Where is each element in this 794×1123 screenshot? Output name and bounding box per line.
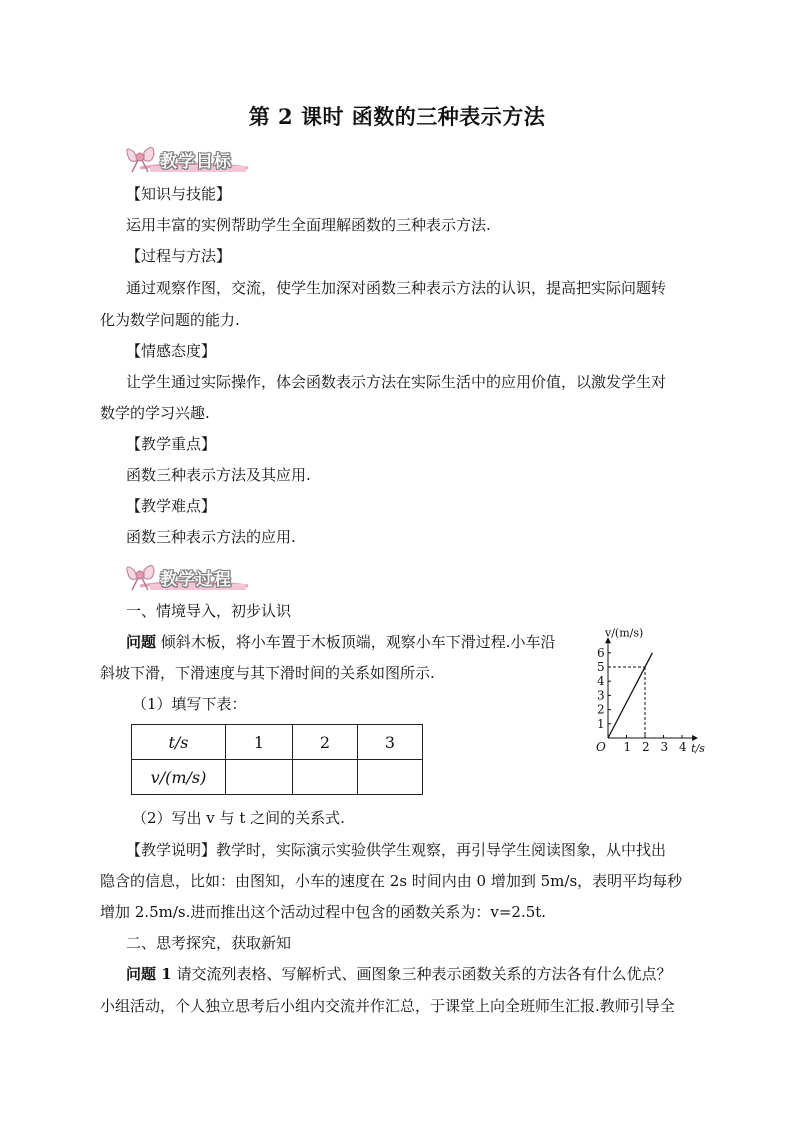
table-col-3: 3 bbox=[358, 725, 423, 760]
knowledge-text: 运用丰富的实例帮助学生全面理解函数的三种表示方法. bbox=[126, 216, 491, 234]
section-banner-objectives bbox=[120, 142, 250, 176]
section2-title: 二、思考探究，获取新知 bbox=[126, 934, 292, 952]
series-line bbox=[608, 653, 652, 738]
note-text: 教学时，实际演示实验供学生观察，再引导学生阅读图象，从中找出 bbox=[216, 841, 667, 859]
process-text-line2: 化为数学问题的能力. bbox=[100, 311, 240, 329]
note-line1 bbox=[126, 840, 666, 860]
banner-label: 教学目标 bbox=[160, 152, 232, 172]
table-cell[interactable] bbox=[293, 760, 358, 795]
process-heading: 【过程与方法】 bbox=[126, 247, 232, 265]
difficulty-heading: 【教学难点】 bbox=[126, 497, 217, 515]
table-col-1: 1 bbox=[226, 725, 293, 760]
note-line2: 隐含的信息，比如：由图知，小车的速度在 2s 时间内由 0 增加到 5m/s，表明平均每秒 bbox=[100, 872, 683, 890]
problem1-line bbox=[126, 964, 671, 984]
note-line3: 增加 2.5m/s.进而推出这个活动过程中包含的函数关系为：v=2.5t. bbox=[100, 903, 547, 921]
table-col-2: 2 bbox=[293, 725, 358, 760]
knowledge-heading: 【知识与技能】 bbox=[126, 185, 232, 203]
activity-text: 小组活动，个人独立思考后小组内交流并作汇总，于课堂上向全班师生汇报.教师引导全 bbox=[100, 997, 675, 1015]
x-tick-label: 1 bbox=[623, 740, 632, 754]
problem-line1 bbox=[126, 632, 556, 652]
problem1-label: 问题 1 bbox=[126, 965, 172, 983]
question-1: （1）填写下表： bbox=[132, 695, 247, 713]
process-text-line1: 通过观察作图，交流，使学生加深对函数三种表示方法的认识，提高把实际问题转 bbox=[126, 279, 667, 297]
banner-label: 教学过程 bbox=[160, 570, 232, 590]
x-tick-label: 3 bbox=[660, 740, 669, 754]
section1-title: 一、情境导入，初步认识 bbox=[126, 602, 292, 620]
y-tick-label: 6 bbox=[597, 645, 605, 660]
origin-label: O bbox=[596, 740, 606, 754]
note-heading: 【教学说明】 bbox=[126, 841, 217, 859]
attitude-text-line1: 让学生通过实际操作，体会函数表示方法在实际生活中的应用价值，以激发学生对 bbox=[126, 373, 667, 391]
x-tick-label: 2 bbox=[642, 740, 650, 754]
problem-label: 问题 bbox=[126, 633, 157, 651]
y-tick-label: 1 bbox=[597, 716, 605, 731]
problem-text: 倾斜木板，将小车置于木板顶端，观察小车下滑过程.小车沿 bbox=[156, 633, 556, 651]
table-header-v: v/(m/s) bbox=[132, 760, 226, 795]
question-2: （2）写出 v 与 t 之间的关系式. bbox=[132, 809, 345, 827]
table-row bbox=[132, 725, 423, 760]
velocity-time-chart bbox=[592, 628, 712, 758]
x-axis-label: t/s bbox=[691, 742, 705, 755]
problem-line2: 斜坡下滑，下滑速度与其下滑时间的关系如图所示. bbox=[100, 664, 435, 682]
key-text: 函数三种表示方法及其应用. bbox=[126, 466, 311, 484]
table-cell[interactable] bbox=[226, 760, 293, 795]
table-cell[interactable] bbox=[358, 760, 423, 795]
attitude-heading: 【情感态度】 bbox=[126, 342, 217, 360]
section-banner-process bbox=[120, 560, 250, 594]
difficulty-text: 函数三种表示方法的应用. bbox=[126, 528, 296, 546]
y-tick-label: 5 bbox=[597, 660, 605, 674]
data-table bbox=[131, 724, 423, 795]
table-header-t: t/s bbox=[132, 725, 226, 760]
key-heading: 【教学重点】 bbox=[126, 435, 217, 453]
page-title: 第 2 课时 函数的三种表示方法 bbox=[248, 104, 546, 129]
y-axis-label: v/(m/s) bbox=[605, 628, 644, 640]
y-tick-label: 3 bbox=[597, 688, 605, 703]
problem1-text: 请交流列表格、写解析式、画图象三种表示函数关系的方法各有什么优点？ bbox=[171, 965, 672, 983]
y-tick-label: 2 bbox=[597, 702, 605, 717]
attitude-text-line2: 数学的学习兴趣. bbox=[100, 404, 210, 422]
x-tick-label: 4 bbox=[679, 740, 687, 754]
table-row bbox=[132, 760, 423, 795]
y-tick-label: 4 bbox=[597, 674, 605, 689]
